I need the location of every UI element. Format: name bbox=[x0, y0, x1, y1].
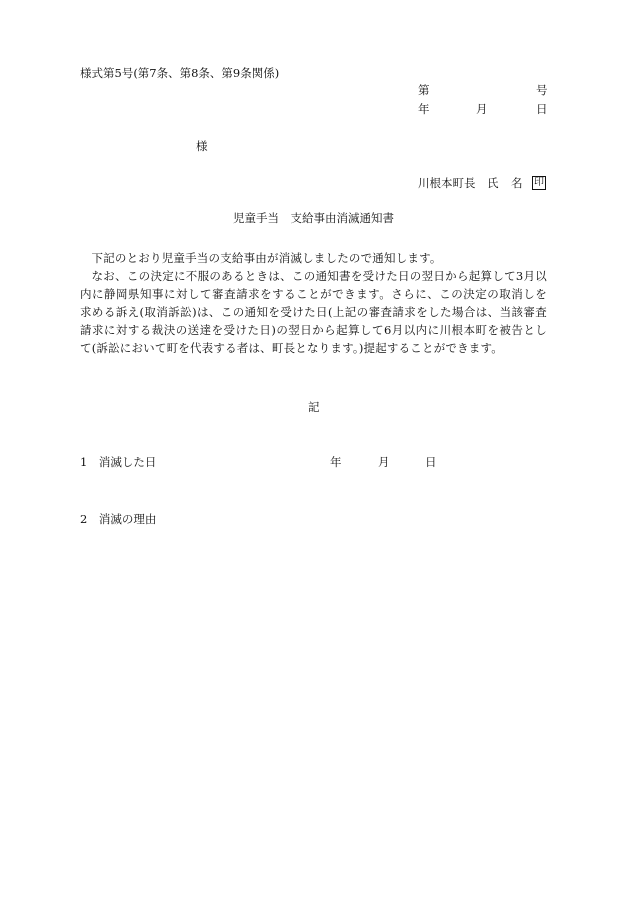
sender-shi: 氏 bbox=[487, 176, 499, 190]
item-1-label: 1 消滅した日 bbox=[80, 455, 157, 469]
ki-heading: 記 bbox=[308, 400, 320, 414]
number-go: 号 bbox=[536, 83, 548, 97]
date-month: 月 bbox=[476, 102, 488, 116]
addressee-suffix: 様 bbox=[196, 139, 208, 153]
document-title: 児童手当 支給事由消滅通知書 bbox=[233, 211, 394, 225]
form-reference: 様式第5号(第7条、第8条、第9条関係) bbox=[80, 66, 280, 80]
item-1-day: 日 bbox=[425, 455, 437, 469]
seal-mark: 印 bbox=[534, 177, 544, 188]
date-day: 日 bbox=[536, 102, 548, 116]
paragraph: 下記のとおり児童手当の支給事由が消滅しましたので通知します。 bbox=[91, 251, 442, 265]
number-dai: 第 bbox=[418, 83, 430, 97]
sender-mei: 名 bbox=[511, 176, 523, 190]
sender-title: 川根本町長 bbox=[418, 176, 476, 190]
paragraph: なお、この決定に不服のあるときは、この通知書を受けた日の翌日から起算して3月以内に静岡県知事に対して審査請求をすることができます。さらに、この決定の取消しを求める訴え(取消訴訟)は、この通知を受けた日(上記の審査請求をした場合は、当該審査請求に対する裁決の送達を受けた日)の翌日から起算して6月以内に川根本町を被告として(訴訟において町を代表する者は、町長となります。)提起することができます。 bbox=[80, 269, 547, 355]
item-2-label: 2 消滅の理由 bbox=[80, 512, 157, 526]
body-text bbox=[80, 249, 547, 357]
item-1-month: 月 bbox=[378, 455, 390, 469]
date-year: 年 bbox=[418, 102, 430, 116]
item-1-year: 年 bbox=[330, 455, 342, 469]
